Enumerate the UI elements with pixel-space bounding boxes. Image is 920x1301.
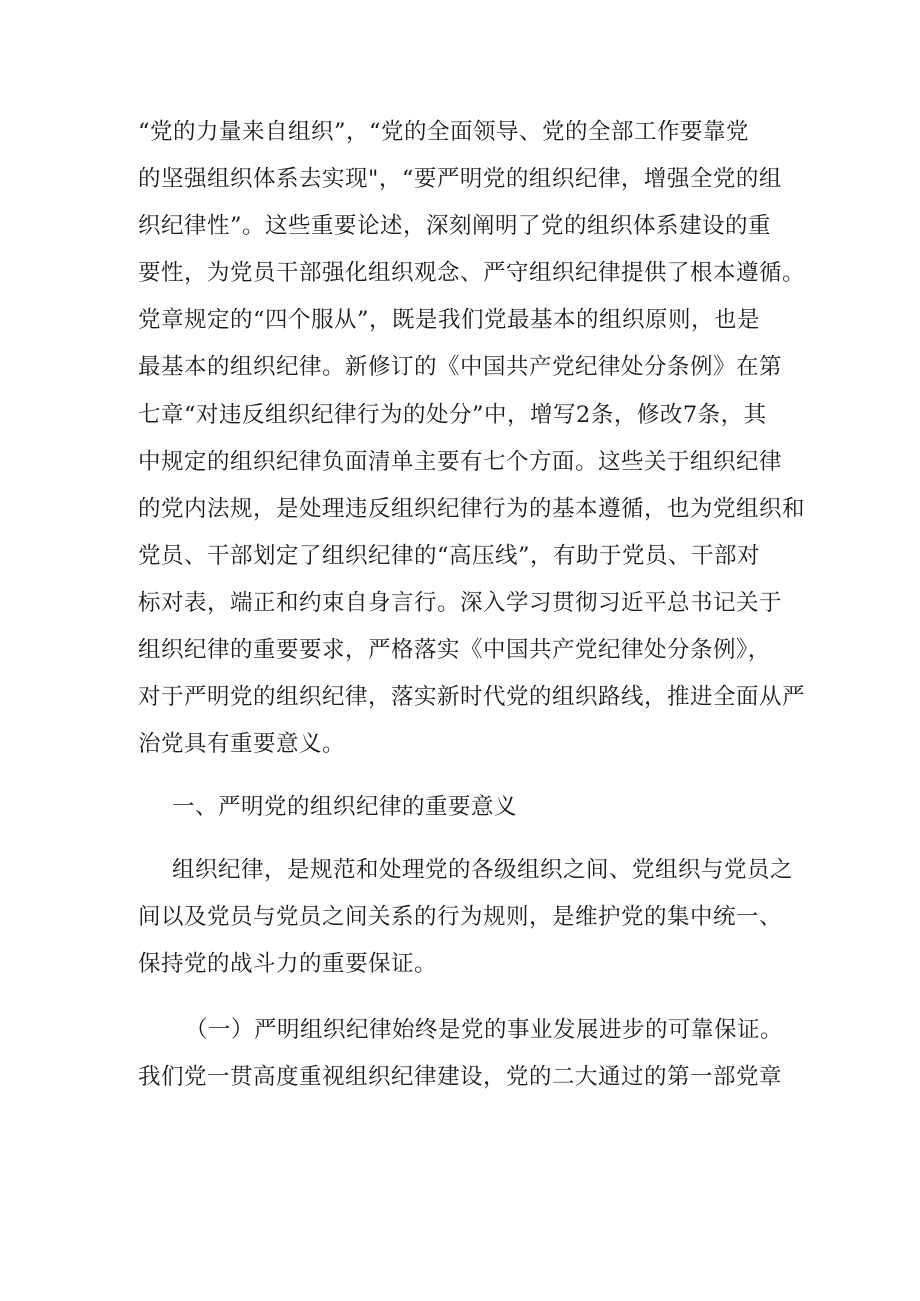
paragraph-line: 的党内法规，是处理违反组织纪律行为的基本遵循，也为党组织和 [138, 496, 806, 522]
paragraph-line: 间以及党员与党员之间关系的行为规则，是维护党的集中统一、 [138, 904, 783, 930]
section-heading: 一、严明党的组织纪律的重要意义 [172, 794, 518, 820]
paragraph-line: 的坚强组织体系去实现"，“要严明党的组织纪律，增强全党的组 [138, 166, 782, 192]
paragraph-line: 保持党的战斗力的重要保证。 [138, 951, 438, 977]
paragraph-line: 对于严明党的组织纪律，落实新时代党的组织路线，推进全面从严 [138, 684, 806, 710]
paragraph-line: 最基本的组织纪律。新修订的《中国共产党纪律处分条例》在第 [138, 354, 783, 380]
paragraph-line: 七章“对违反组织纪律行为的处分”中，增写2条，修改7条，其 [138, 402, 767, 428]
paragraph-line: 我们党一贯高度重视组织纪律建设，党的二大通过的第一部党章 [138, 1064, 783, 1090]
paragraph-line: 党员、干部划定了组织纪律的“高压线”，有助于党员、干部对 [138, 543, 761, 569]
paragraph-line: 要性，为党员干部强化组织观念、严守组织纪律提供了根本遵循。 [138, 260, 806, 286]
paragraph-line: 中规定的组织纪律负面清单主要有七个方面。这些关于组织纪律 [138, 449, 783, 475]
paragraph-line: 标对表，端正和约束自身言行。深入学习贯彻习近平总书记关于 [138, 590, 783, 616]
paragraph-line: 党章规定的“四个服从”，既是我们党最基本的组织原则，也是 [138, 307, 761, 333]
paragraph-line: 织纪律性”。这些重要论述，深刻阐明了党的组织体系建设的重 [138, 213, 772, 239]
paragraph-line: 组织纪律，是规范和处理党的各级组织之间、党组织与党员之 [172, 857, 794, 883]
subsection-heading: （一）严明组织纪律始终是党的事业发展进步的可靠保证。 [185, 1017, 784, 1043]
paragraph-line: “党的力量来自组织”，“党的全面领导、党的全部工作要靠党 [138, 119, 750, 145]
paragraph-line: 组织纪律的重要要求，严格落实《中国共产党纪律处分条例》， [138, 637, 771, 663]
paragraph-line: 治党具有重要意义。 [138, 731, 346, 757]
